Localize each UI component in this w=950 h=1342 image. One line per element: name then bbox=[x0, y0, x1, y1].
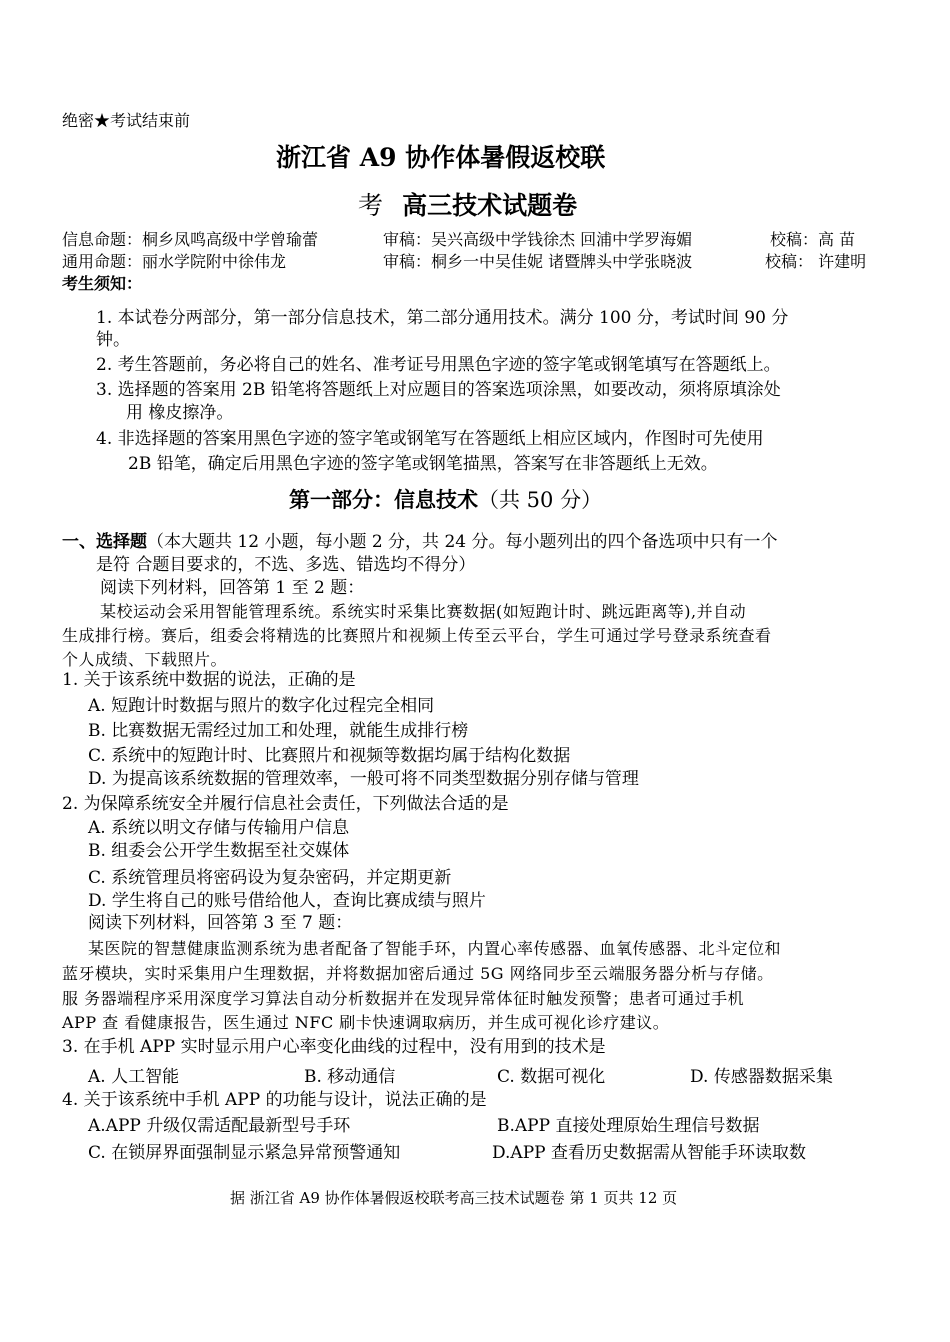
general-author: 通用命题：丽水学院附中徐伟龙 bbox=[62, 252, 287, 271]
reading2-line3: 服 务器端程序采用深度学习算法自动分析数据并在发现异常体征时触发预警；患者可通过手机 bbox=[62, 989, 745, 1008]
notice-item-1: 1. 本试卷分两部分，第一部分信息技术，第二部分通用技术。满分 100 分，考试时间 90 分 bbox=[96, 308, 789, 328]
q4-stem: 4. 关于该系统中手机 APP 的功能与设计，说法正确的是 bbox=[62, 1090, 487, 1110]
q1-option-b: B. 比赛数据无需经过加工和处理，就能生成排行榜 bbox=[88, 721, 469, 741]
notice-item-4: 4. 非选择题的答案用黑色字迹的签字笔或钢笔写在答题纸上相应区域内，作图时可先使用 bbox=[96, 429, 764, 449]
notice-item-3-cont: 用 橡皮擦净。 bbox=[126, 403, 234, 423]
q4-option-d: D.APP 查看历史数据需从智能手环读取数 bbox=[492, 1143, 806, 1163]
q4-option-b: B.APP 直接处理原始生理信号数据 bbox=[497, 1116, 760, 1136]
section1-desc: （本大题共 12 小题，每小题 2 分，共 24 分。每小题列出的四个备选项中只有一个 bbox=[147, 532, 778, 552]
part1-title bbox=[289, 486, 602, 514]
part1-title-text: 第一部分：信息技术 bbox=[289, 487, 478, 512]
notice-item-3: 3. 选择题的答案用 2B 铅笔将答题纸上对应题目的答案选项涂黑，如要改动，须将原填涂处 bbox=[96, 380, 781, 400]
q1-option-a: A. 短跑计时数据与照片的数字化过程完全相同 bbox=[88, 696, 435, 716]
part1-score: （共 50 分） bbox=[478, 488, 603, 512]
q1-option-c: C. 系统中的短跑计时、比赛照片和视频等数据均属于结构化数据 bbox=[88, 746, 571, 766]
notice-heading: 考生须知： bbox=[62, 274, 143, 293]
confidential-label: 绝密★考试结束前 bbox=[62, 111, 191, 130]
reading1-line3: 个人成绩、下载照片。 bbox=[62, 650, 228, 669]
general-proof: 校稿： 许建明 bbox=[765, 252, 867, 271]
q3-stem: 3. 在手机 APP 实时显示用户心率变化曲线的过程中，没有用到的技术是 bbox=[62, 1037, 606, 1057]
reading1-line1: 某校运动会采用智能管理系统。系统实时采集比赛数据(如短跑计时、跳远距离等),并自动 bbox=[100, 602, 747, 621]
q3-option-b: B. 移动通信 bbox=[304, 1067, 396, 1087]
page-title-line1: 浙江省 A9 协作体暑假返校联 bbox=[276, 143, 606, 172]
q3-option-c: C. 数据可视化 bbox=[497, 1067, 606, 1087]
reading2-intro: 阅读下列材料，回答第 3 至 7 题： bbox=[88, 913, 353, 933]
notice-item-4-cont: 2B 铅笔，确定后用黑色字迹的签字笔或钢笔描黑，答案写在非答题纸上无效。 bbox=[128, 454, 718, 474]
q3-option-d: D. 传感器数据采集 bbox=[690, 1067, 833, 1087]
info-review: 审稿：吴兴高级中学钱徐杰 回浦中学罗海媚 bbox=[383, 230, 693, 249]
q2-option-d: D. 学生将自己的账号借给他人，查询比赛成绩与照片 bbox=[88, 891, 486, 911]
notice-item-1-cont: 钟。 bbox=[96, 330, 130, 350]
general-review: 审稿：桐乡一中吴佳妮 诸暨牌头中学张晓波 bbox=[383, 252, 693, 271]
q1-option-d: D. 为提高该系统数据的管理效率，一般可将不同类型数据分别存储与管理 bbox=[88, 769, 639, 789]
page-footer: 据 浙江省 A9 协作体暑假返校联考高三技术试题卷 第 1 页共 12 页 bbox=[230, 1189, 678, 1207]
section1-desc-cont: 是符 合题目要求的，不选、多选、错选均不得分） bbox=[96, 555, 476, 575]
q2-option-a: A. 系统以明文存储与传输用户信息 bbox=[88, 818, 350, 838]
page-title-line2 bbox=[358, 190, 577, 222]
title-prefix: 考 bbox=[358, 191, 384, 220]
q2-stem: 2. 为保障系统安全并履行信息社会责任，下列做法合适的是 bbox=[62, 794, 509, 814]
reading2-line4: APP 查 看健康报告，医生通过 NFC 刷卡快速调取病历，并生成可视化诊疗建议。 bbox=[62, 1013, 670, 1032]
q2-option-c: C. 系统管理员将密码设为复杂密码，并定期更新 bbox=[88, 868, 452, 888]
reading1-line2: 生成排行榜。赛后，组委会将精选的比赛照片和视频上传至云平台，学生可通过学号登录系统查看 bbox=[62, 626, 772, 645]
title-main: 高三技术试题卷 bbox=[402, 191, 578, 220]
reading2-line1: 某医院的智慧健康监测系统为患者配备了智能手环，内置心率传感器、血氧传感器、北斗定位和 bbox=[88, 939, 782, 958]
q2-option-b: B. 组委会公开学生数据至社交媒体 bbox=[88, 841, 350, 861]
info-author: 信息命题：桐乡凤鸣高级中学曾瑜蕾 bbox=[62, 230, 319, 249]
q1-stem: 1. 关于该系统中数据的说法，正确的是 bbox=[62, 670, 356, 690]
notice-item-2: 2. 考生答题前，务必将自己的姓名、准考证号用黑色字迹的签字笔或钢笔填写在答题纸上。 bbox=[96, 355, 781, 375]
q4-option-a: A.APP 升级仅需适配最新型号手环 bbox=[88, 1116, 351, 1136]
q3-option-a: A. 人工智能 bbox=[88, 1067, 180, 1087]
section1-header bbox=[62, 531, 778, 553]
reading1-intro: 阅读下列材料，回答第 1 至 2 题： bbox=[100, 578, 365, 598]
q4-option-c: C. 在锁屏界面强制显示紧急异常预警通知 bbox=[88, 1143, 401, 1163]
section1-label: 一、选择题 bbox=[62, 532, 147, 552]
info-proof: 校稿：高 苗 bbox=[770, 230, 856, 249]
reading2-line2: 蓝牙模块，实时采集用户生理数据，并将数据加密后通过 5G 网络同步至云端服务器分析与存储。 bbox=[62, 964, 774, 983]
